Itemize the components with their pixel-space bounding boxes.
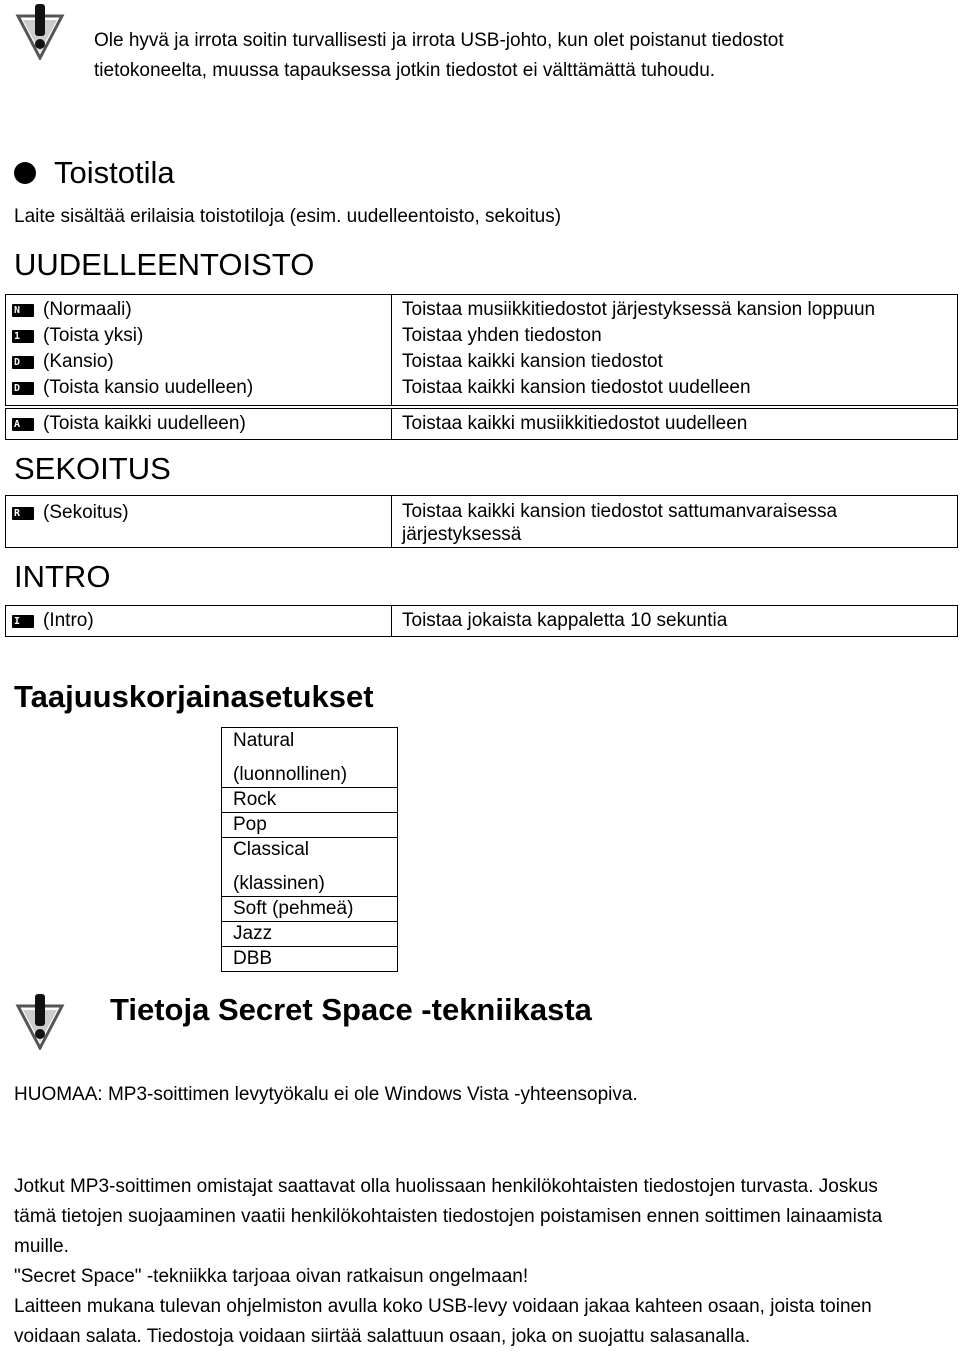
mode-repeat-folder: D (Toista kansio uudelleen) (14, 377, 254, 398)
intro-heading: INTRO (14, 559, 111, 594)
para1-line2: tämä tietojen suojaaminen vaatii henkilökohtaisten tiedostojen poistamisen ennen soittimen lainaamista (14, 1206, 883, 1227)
mode-normal: N (Normaali) (14, 299, 132, 320)
shuffle-icon: R (12, 507, 34, 520)
repeat-group-2 (5, 408, 958, 440)
warning-icon (14, 2, 66, 60)
mode-intro: I (Intro) (14, 610, 94, 631)
eq-dbb: DBB (233, 948, 273, 969)
mode-folder-desc: Toistaa kaikki kansion tiedostot (402, 351, 663, 372)
playmode-title (14, 155, 175, 191)
eq-classical: Classical (klassinen) (222, 838, 397, 897)
repeat-folder-icon: D (12, 382, 34, 395)
para3-line2: voidaan salata. Tiedostoja voidaan siirtää salattuun osaan, joka on suojattu salasanalla. (14, 1326, 751, 1347)
shuffle-desc-2: järjestyksessä (402, 524, 522, 545)
warning-line-2: tietokoneelta, muussa tapauksessa jotkin tiedostot ei välttämättä tuhoudu. (94, 60, 716, 81)
eq-title: Taajuuskorjainasetukset (14, 679, 374, 714)
para2: "Secret Space" -tekniikka tarjoaa oivan ratkaisun ongelmaan! (14, 1266, 529, 1287)
repeat-all-icon: A (12, 418, 34, 431)
folder-icon: D (12, 356, 34, 369)
secret-note: HUOMAA: MP3-soittimen levytyökalu ei ole Windows Vista -yhteensopiva. (14, 1084, 638, 1105)
mode-normal-desc: Toistaa musiikkitiedostot järjestyksessä kansion loppuun (402, 299, 876, 320)
repeat-one-icon: 1 (12, 330, 34, 343)
para3-line1: Laitteen mukana tulevan ohjelmiston avulla koko USB-levy voidaan jakaa kahteen osaan, joista toinen (14, 1296, 872, 1317)
mode-repeat-all: A (Toista kaikki uudelleen) (14, 413, 246, 434)
intro-desc: Toistaa jokaista kappaletta 10 sekuntia (402, 610, 728, 631)
secret-space-title: Tietoja Secret Space -tekniikasta (110, 992, 592, 1027)
eq-pop: Pop (222, 813, 397, 838)
mode-folder: D (Kansio) (14, 351, 114, 372)
bullet-icon (14, 162, 36, 184)
mode-repeat-one-desc: Toistaa yhden tiedoston (402, 325, 602, 346)
intro-row (5, 605, 958, 637)
repeat-heading: UUDELLEENTOISTO (14, 247, 315, 282)
para1-line1: Jotkut MP3-soittimen omistajat saattavat olla huolissaan henkilökohtaisten tiedostojen turvasta. Joskus (14, 1176, 878, 1197)
eq-jazz: Jazz (222, 922, 397, 947)
eq-soft: Soft (pehmeä) (222, 897, 397, 922)
shuffle-row (5, 495, 958, 548)
warning-line-1: Ole hyvä ja irrota soitin turvallisesti ja irrota USB-johto, kun olet poistanut tiedostot (94, 30, 784, 51)
mode-repeat-one: 1 (Toista yksi) (14, 325, 144, 346)
para1-line3: muille. (14, 1236, 69, 1257)
eq-rock: Rock (222, 788, 397, 813)
shuffle-desc-1: Toistaa kaikki kansion tiedostot sattumanvaraisessa (402, 501, 838, 522)
intro-icon: I (12, 615, 34, 628)
warning-text (94, 26, 924, 86)
repeat-group-1 (5, 294, 958, 406)
mode-repeat-folder-desc: Toistaa kaikki kansion tiedostot uudelleen (402, 377, 751, 398)
mode-repeat-all-desc: Toistaa kaikki musiikkitiedostot uudelleen (402, 413, 748, 434)
playmode-title-text: Toistotila (54, 155, 175, 190)
playmode-intro: Laite sisältää erilaisia toistotiloja (esim. uudelleentoisto, sekoitus) (14, 206, 562, 227)
mode-shuffle: R (Sekoitus) (14, 502, 129, 523)
secret-body (14, 1172, 944, 1352)
eq-natural: Natural (luonnollinen) (222, 728, 397, 788)
shuffle-heading: SEKOITUS (14, 451, 171, 486)
repeat-normal-icon: N (12, 304, 34, 317)
warning-icon (14, 992, 66, 1050)
eq-table (221, 727, 398, 972)
